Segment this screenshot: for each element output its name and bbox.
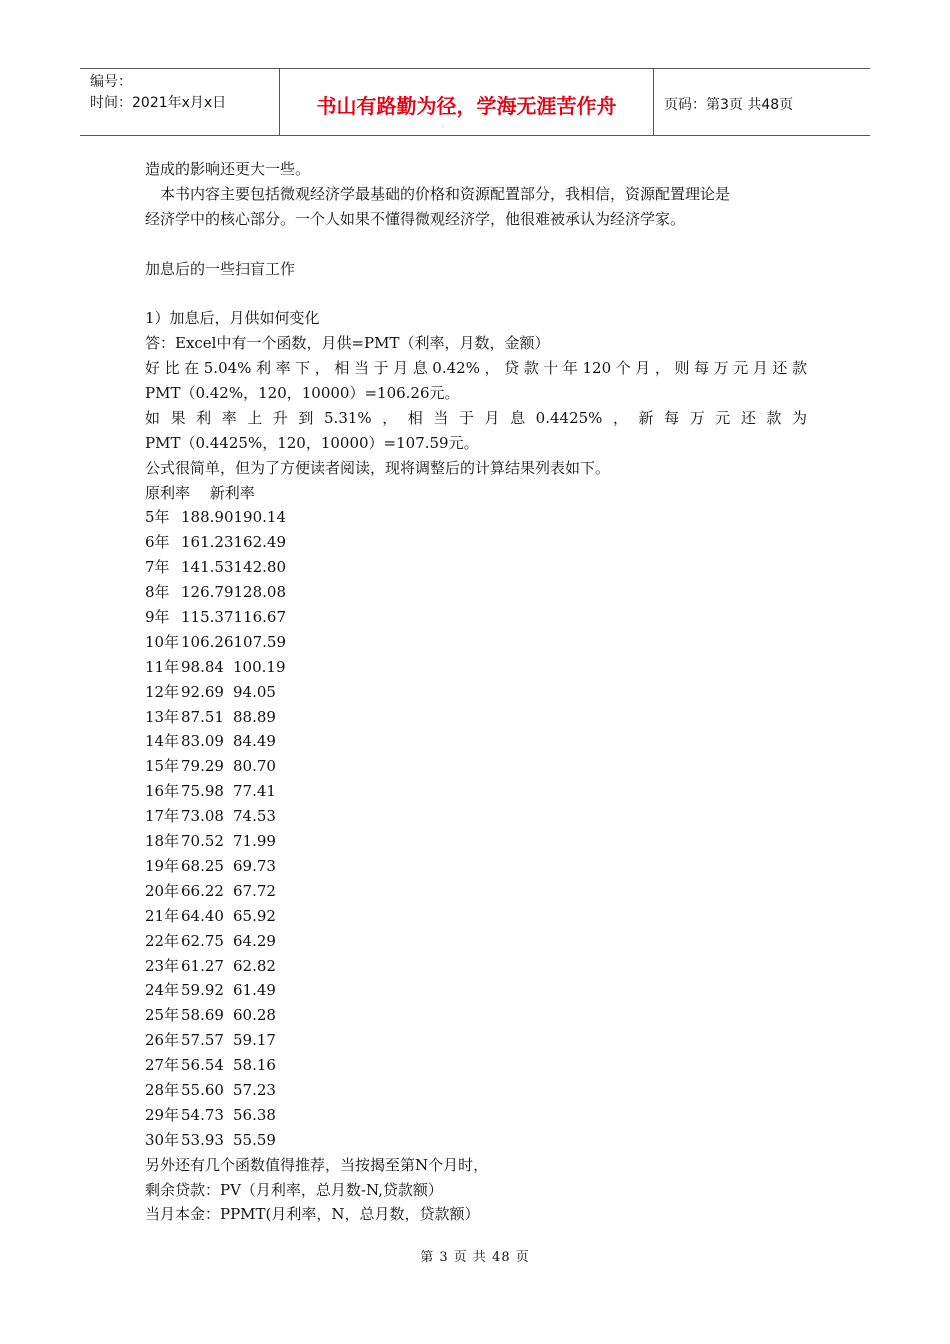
table-cell-new-rate: 107.59 [233,632,286,651]
header-meta [80,69,280,135]
paragraph: 剩余贷款：PV（月利率，总月数-N,贷款额） [145,1180,443,1199]
paragraph: 经济学中的核心部分。一个人如果不懂得微观经济学，他很难被承认为经济学家。 [145,209,686,228]
table-cell-year: 21年 [145,906,180,925]
table-cell-year: 18年 [145,832,180,851]
table-row [145,1078,807,1103]
table-cell-new-rate: 190.14 [233,508,286,527]
question: 1）加息后，月供如何变化 [145,309,320,328]
table-cell-year: 19年 [145,856,180,875]
paragraph: 另外还有几个函数值得推荐，当按揭至第N个月时， [145,1155,489,1174]
table-cell-year: 10年 [145,632,180,651]
table-row [145,978,807,1003]
table-cell-original-rate: 106.26 [181,632,234,651]
table-cell-new-rate: 142.80 [233,558,286,577]
table-row [145,1053,807,1078]
table-cell-new-rate: 64.29 [233,931,276,950]
date-label: 时间：2021年x月x日 [90,95,227,111]
table-row [145,630,807,655]
table-cell-new-rate: 162.49 [233,533,286,552]
section-title: 加息后的一些扫盲工作 [145,259,296,278]
table-cell-new-rate: 65.92 [233,906,276,925]
answer: 公式很简单，但为了方便读者阅读，现将调整后的计算结果列表如下。 [145,458,611,477]
serial-number-label: 编号： [90,74,132,90]
table-cell-new-rate: 100.19 [233,657,286,676]
table-row [145,505,807,530]
table-row [145,829,807,854]
table-cell-year: 20年 [145,881,180,900]
table-cell-original-rate: 87.51 [181,707,224,726]
table-cell-new-rate: 84.49 [233,732,276,751]
table-cell-original-rate: 188.90 [181,508,234,527]
table-cell-year: 22年 [145,931,180,950]
table-cell-year: 30年 [145,1130,180,1149]
table-cell-original-rate: 57.57 [181,1031,224,1050]
table-cell-original-rate: 141.53 [181,558,234,577]
table-row [145,1003,807,1028]
table-cell-new-rate: 71.99 [233,832,276,851]
table-cell-original-rate: 75.98 [181,782,224,801]
table-cell-year: 27年 [145,1056,180,1075]
table-row [145,854,807,879]
paragraph: 本书内容主要包括微观经济学最基础的价格和资源配置部分，我相信，资源配置理论是 [160,184,731,203]
table-cell-original-rate: 92.69 [181,682,224,701]
answer: PMT（0.42%，120，10000）=106.26元。 [145,384,460,403]
table-cell-original-rate: 79.29 [181,757,224,776]
table-cell-year: 7年 [145,558,170,577]
table-cell-original-rate: 55.60 [181,1080,224,1099]
table-cell-original-rate: 126.79 [181,583,234,602]
table-cell-new-rate: 62.82 [233,956,276,975]
table-row [145,729,807,754]
table-cell-year: 17年 [145,807,180,826]
table-cell-year: 28年 [145,1080,180,1099]
table-cell-year: 14年 [145,732,180,751]
table-cell-new-rate: 67.72 [233,881,276,900]
table-row [145,530,807,555]
table-row [145,655,807,680]
table-cell-year: 23年 [145,956,180,975]
table-cell-year: 11年 [145,657,180,676]
table-cell-original-rate: 66.22 [181,881,224,900]
table-row [145,779,807,804]
table-cell-original-rate: 64.40 [181,906,224,925]
table-cell-year: 16年 [145,782,180,801]
table-cell-original-rate: 58.69 [181,1006,224,1025]
table-cell-original-rate: 98.84 [181,657,224,676]
table-cell-year: 25年 [145,1006,180,1025]
table-cell-new-rate: 60.28 [233,1006,276,1025]
table-cell-new-rate: 61.49 [233,981,276,1000]
table-cell-year: 15年 [145,757,180,776]
table-cell-new-rate: 80.70 [233,757,276,776]
table-row [145,580,807,605]
table-cell-year: 29年 [145,1105,180,1124]
table-row [145,1103,807,1128]
table-row [145,954,807,979]
table-cell-year: 8年 [145,583,170,602]
table-cell-year: 12年 [145,682,180,701]
table-cell-new-rate: 56.38 [233,1105,276,1124]
table-cell-new-rate: 59.17 [233,1031,276,1050]
table-row [145,804,807,829]
table-header: 原利率 新利率 [145,483,255,502]
table-cell-new-rate: 57.23 [233,1080,276,1099]
page-header [80,68,870,136]
table-row [145,904,807,929]
header-motto: 书山有路勤为径，学海无涯苦作舟 [280,69,654,135]
table-cell-original-rate: 161.23 [181,533,234,552]
answer: 答：Excel中有一个函数，月供=PMT（利率，月数，金额） [145,334,550,353]
table-cell-original-rate: 73.08 [181,807,224,826]
table-cell-year: 26年 [145,1031,180,1050]
table-row [145,879,807,904]
table-cell-original-rate: 54.73 [181,1105,224,1124]
paragraph: 当月本金：PPMT(月利率，N，总月数，贷款额） [145,1205,480,1224]
table-row [145,1028,807,1053]
table-cell-new-rate: 94.05 [233,682,276,701]
table-cell-new-rate: 88.89 [233,707,276,726]
table-cell-year: 6年 [145,533,170,552]
spacer [145,281,807,306]
table-cell-year: 5年 [145,508,170,527]
table-cell-year: 13年 [145,707,180,726]
table-cell-new-rate: 58.16 [233,1056,276,1075]
table-cell-new-rate: 128.08 [233,583,286,602]
table-cell-new-rate: 116.67 [233,608,286,627]
table-row [145,929,807,954]
table-cell-original-rate: 115.37 [181,608,234,627]
table-row [145,1128,807,1153]
header-page-info: 页码：第3页 共48页 [664,97,794,113]
table-cell-original-rate: 68.25 [181,856,224,875]
table-cell-original-rate: 62.75 [181,931,224,950]
table-cell-original-rate: 61.27 [181,956,224,975]
table-cell-new-rate: 74.53 [233,807,276,826]
spacer [145,232,807,257]
table-row [145,754,807,779]
table-cell-year: 9年 [145,608,170,627]
answer: 好比在5.04%利率下，相当于月息0.42%，贷款十年120个月，则每万元月还款 [145,359,807,378]
table-row [145,705,807,730]
document-body [145,157,807,1227]
answer: PMT（0.4425%，120，10000）=107.59元。 [145,433,479,452]
table-cell-original-rate: 53.93 [181,1130,224,1149]
rate-table [145,505,807,1152]
table-cell-new-rate: 77.41 [233,782,276,801]
table-cell-new-rate: 55.59 [233,1130,276,1149]
table-cell-new-rate: 69.73 [233,856,276,875]
table-cell-original-rate: 56.54 [181,1056,224,1075]
paragraph: 造成的影响还更大一些。 [145,160,311,178]
table-cell-year: 24年 [145,981,180,1000]
table-cell-original-rate: 83.09 [181,732,224,751]
table-row [145,555,807,580]
page-footer: 第 3 页 共 48 页 [420,1250,530,1265]
table-cell-original-rate: 59.92 [181,981,224,1000]
table-row [145,605,807,630]
table-cell-original-rate: 70.52 [181,832,224,851]
table-row [145,680,807,705]
answer: 如果利率上升到5.31%，相当于月息0.4425%，新每万元还款为 [145,408,807,427]
